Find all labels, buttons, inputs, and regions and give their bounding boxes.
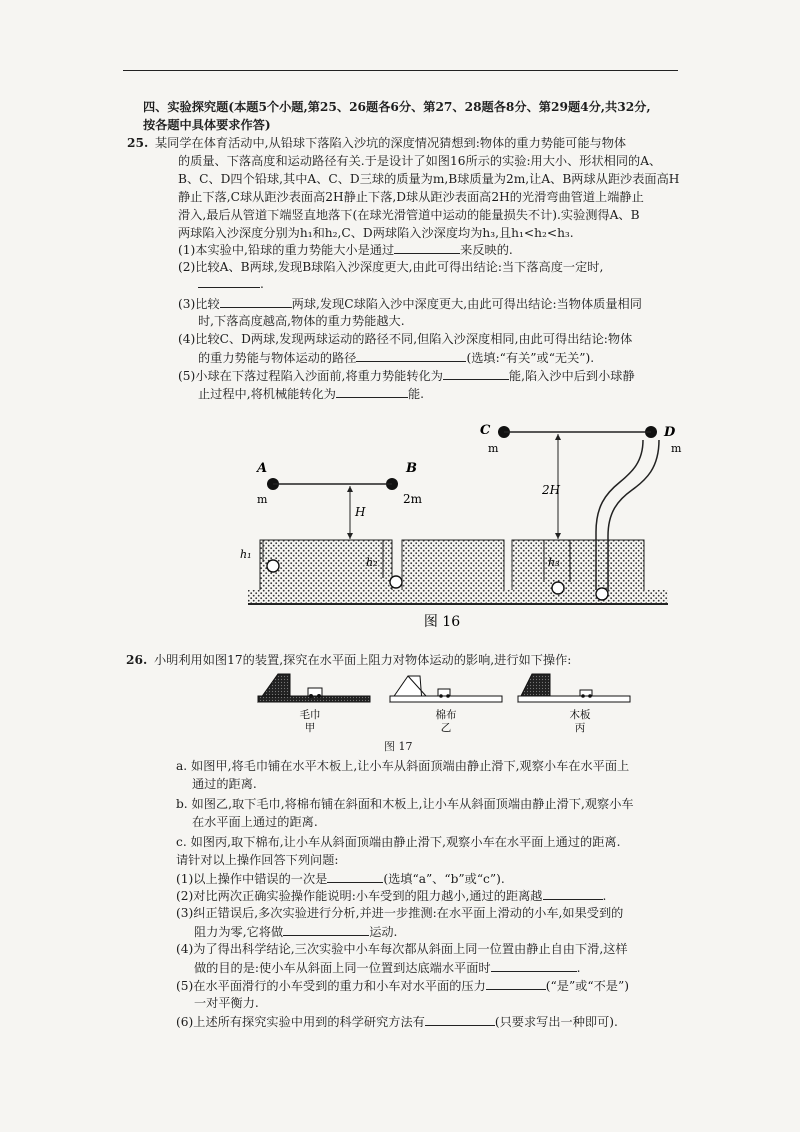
figure-17: [250, 666, 670, 742]
q25-sub2-cont: .: [198, 275, 264, 293]
label-h3: h₃: [548, 556, 560, 569]
cart-wheel: [581, 694, 585, 698]
q26-sub4-cont: 做的目的是:使小车从斜面上同一位置到达底端水平面时 .: [194, 961, 581, 975]
arrow-head: [555, 434, 561, 440]
q26-sub4: (4)为了得出科学结论,三次实验中小车每次都从斜面上同一位置由静止自由下滑,这样: [176, 942, 628, 956]
answer-blank[interactable]: [327, 870, 383, 883]
q25-sub3: (3)比较 两球,发现C球陷入沙中深度更大,由此可得出结论:当物体质量相同: [178, 297, 642, 311]
q25-sub5: (5)小球在下落过程陷入沙面前,将重力势能转化为 能,陷入沙中后到小球静: [178, 369, 635, 383]
arrow-head: [555, 533, 561, 539]
q25-line: 滑入,最后从管道下端竖直地落下(在球光滑管道中运动的能量损失不计).实验测得A、B: [178, 208, 640, 222]
board-cotton: [390, 696, 502, 702]
q26-step-a: a. 如图甲,将毛巾铺在水平木板上,让小车从斜面顶端由静止滑下,观察小车在水平面上: [176, 759, 630, 773]
cart-wheel: [446, 694, 450, 698]
arrow-head: [347, 486, 353, 492]
q25-line: 静止下落,C球从距沙表面高2H静止下落,D球从距沙表面高2H的光滑弯曲管道上端静止: [178, 190, 644, 204]
ball-c-sunk: [552, 582, 564, 594]
label-wood: 木板: [569, 709, 591, 721]
q26-number: 26.: [126, 653, 148, 667]
q25-line: 两球陷入沙深度分别为h₁和h₂,C、D两球陷入沙深度均为h₃,且h₁<h₂<h₃.: [178, 226, 574, 240]
label-h: H: [355, 505, 366, 519]
q26-line: 小明利用如图17的装置,探究在水平面上阻力对物体运动的影响,进行如下操作:: [154, 653, 572, 667]
q26-sub3: (3)纠正错误后,多次实验进行分析,并进一步推测:在水平面上滑动的小车,如果受到的: [176, 906, 624, 920]
label-h1: h₁: [240, 548, 252, 561]
q25-sub4: (4)比较C、D两球,发现两球运动的路径不同,但陷入沙深度相同,由此可得出结论:物体: [178, 332, 633, 346]
q26-step-c: c. 如图丙,取下棉布,让小车从斜面顶端由静止滑下,观察小车在水平面上通过的距离.: [176, 835, 621, 849]
q26-step-b-cont: 在水平面上通过的距离.: [192, 815, 318, 829]
q26-sub1: (1)以上操作中错误的一次是 (选填“a”、“b”或“c”).: [176, 872, 505, 886]
label-cotton: 棉布: [435, 709, 457, 721]
setup-jia: [258, 674, 370, 734]
cart-wheel: [309, 694, 313, 698]
figure-17-caption: 图 17: [384, 740, 413, 753]
label-yi: 乙: [440, 722, 452, 734]
q26-sub5: (5)在水平面滑行的小车受到的重力和小车对水平面的压力 (“是”或“不是”): [176, 979, 629, 993]
label-bing: 丙: [574, 722, 586, 734]
label-jia: 甲: [304, 722, 316, 734]
answer-blank[interactable]: [336, 385, 408, 398]
board-towel: [258, 696, 370, 702]
label-c-mass: m: [488, 442, 499, 455]
q25-sub2: (2)比较A、B两球,发现B球陷入沙深度更大,由此可得出结论:当下落高度一定时,: [178, 260, 604, 274]
q26-sub5-cont: 一对平衡力.: [194, 996, 259, 1010]
label-h2: h₂: [366, 556, 378, 569]
answer-blank[interactable]: [198, 275, 260, 288]
answer-blank[interactable]: [486, 977, 546, 990]
q25-sub4-cont: 的重力势能与物体运动的路径 (选填:“有关”或“无关”).: [198, 351, 595, 365]
ball-b-sunk: [390, 576, 402, 588]
label-b-mass: 2m: [403, 492, 423, 506]
q26-sub6: (6)上述所有探究实验中用到的科学研究方法有 (只要求写出一种即可).: [176, 1015, 618, 1029]
answer-blank[interactable]: [356, 349, 466, 362]
label-a-mass: m: [257, 493, 268, 506]
q25-line: 的质量、下落高度和运动路径有关.于是设计了如图16所示的实验:用大小、形状相同的A、: [178, 154, 662, 168]
setup-bing: [518, 674, 630, 734]
answer-blank[interactable]: [425, 1013, 495, 1026]
ball-a-sunk: [267, 560, 279, 572]
label-b: B: [406, 461, 417, 476]
q26-step-a-cont: 通过的距离.: [192, 777, 257, 791]
answer-blank[interactable]: [283, 923, 369, 936]
q25-sub3-cont: 时,下落高度越高,物体的重力势能越大.: [198, 314, 405, 328]
label-2h: 2H: [542, 483, 561, 497]
figure-16: [230, 412, 690, 642]
answer-blank[interactable]: [443, 367, 509, 380]
answer-blank[interactable]: [220, 295, 292, 308]
setup-yi: [390, 676, 502, 734]
cart-wheel: [317, 694, 321, 698]
answer-blank[interactable]: [543, 887, 603, 900]
label-c: C: [480, 423, 491, 438]
q25-sub1: (1)本实验中,铅球的重力势能大小是通过 来反映的.: [178, 243, 513, 257]
q25-line: 某同学在体育活动中,从铅球下落陷入沙坑的深度情况猜想到:物体的重力势能可能与物体: [155, 136, 627, 150]
label-a: A: [257, 461, 268, 476]
q25-line: B、C、D四个铅球,其中A、C、D三球的质量为m,B球质量为2m,让A、B两球从距沙表面高H: [178, 172, 680, 186]
section-title: 四、实验探究题(本题5个小题,第25、26题各6分、第27、28题各8分、第29题4分,共32分,: [143, 100, 651, 114]
q25-number: 25.: [127, 136, 149, 150]
label-d-mass: m: [671, 442, 682, 455]
q26-step-b: b. 如图乙,取下毛巾,将棉布铺在斜面和木板上,让小车从斜面顶端由静止滑下,观察小车: [176, 797, 634, 811]
label-d: D: [664, 425, 676, 440]
cart-wheel: [588, 694, 592, 698]
figure-16-caption: 图 16: [423, 614, 461, 630]
q26-prompt: 请针对以上操作回答下列问题:: [176, 853, 339, 867]
board-wood: [518, 696, 630, 702]
section-title-cont: 按各题中具体要求作答): [143, 118, 271, 132]
q26-sub3-cont: 阻力为零,它将做 运动.: [194, 925, 398, 939]
top-rule: [123, 70, 678, 71]
answer-blank[interactable]: [394, 241, 460, 254]
cart-wheel: [439, 694, 443, 698]
answer-blank[interactable]: [491, 959, 577, 972]
q26-sub2: (2)对比两次正确实验操作能说明:小车受到的阻力越小,通过的距离越 .: [176, 889, 607, 903]
label-towel: 毛巾: [299, 709, 321, 721]
q25-sub5-cont: 止过程中,将机械能转化为 能.: [198, 387, 424, 401]
ball-d-sunk: [596, 588, 608, 600]
arrow-head: [347, 533, 353, 539]
